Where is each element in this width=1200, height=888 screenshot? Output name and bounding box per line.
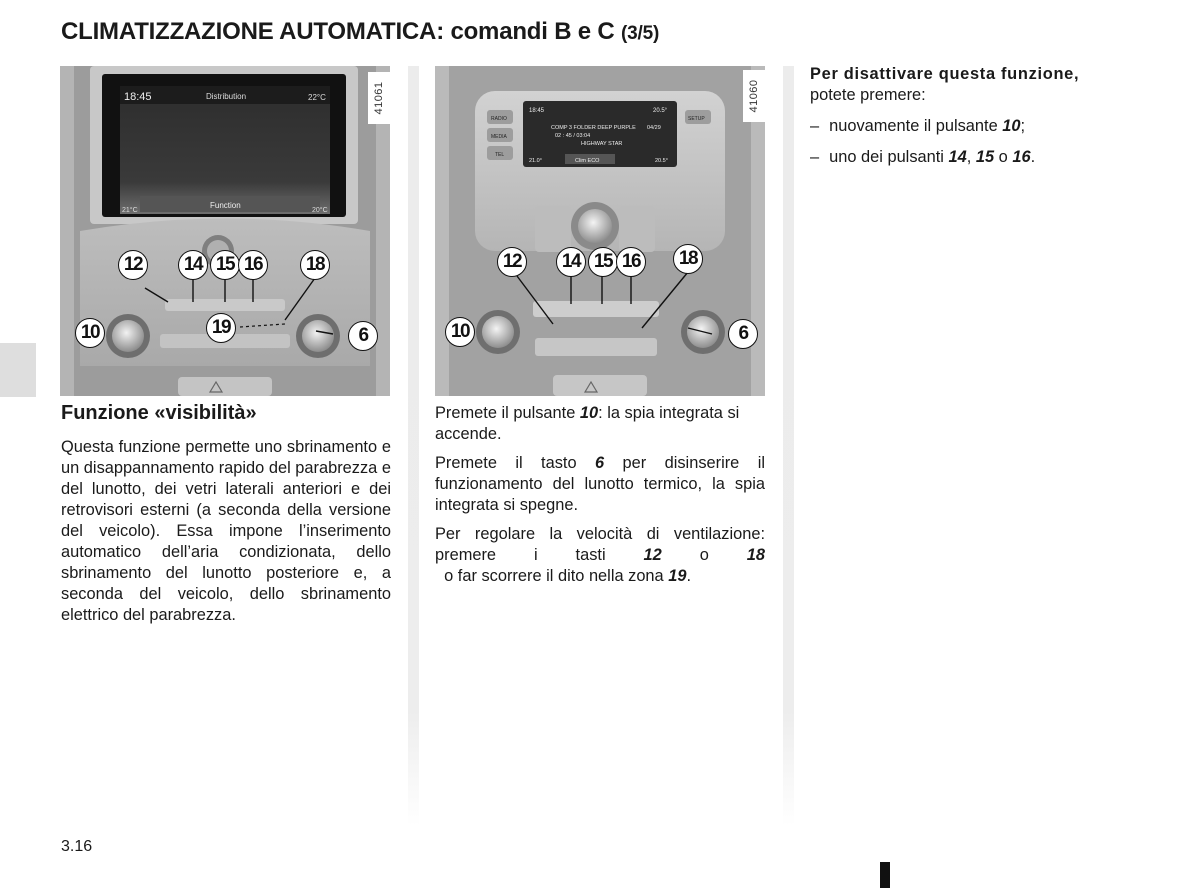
visibility-description: Questa funzione permette uno sbrinamento e un disappannamento rapido del parabrezza e del lunotto, dei vetri laterali anteriori e dei retrovisori esterni (a seconda della versione del veicolo). Essa impone l’inserimento automatico dell’aria condizionata, dello sbrinamento del lunotto posteriore e, a seconda del veicolo, dello sbrinamento elettrico del parabrezza.	[61, 438, 391, 624]
figure-control-panel-c	[435, 66, 765, 396]
screen-temp-left: 21°C	[122, 207, 138, 214]
dashboard-illustration	[435, 66, 765, 396]
column-divider	[408, 66, 419, 826]
screen-temp-right: 20°C	[312, 207, 328, 214]
section-heading: Funzione «visibilità»	[61, 402, 257, 424]
page-part: (3/5)	[621, 23, 660, 44]
callout-16: 16	[616, 247, 646, 277]
page-edge-marker	[880, 862, 890, 888]
callout-6: 6	[728, 319, 758, 349]
page-title: CLIMATIZZAZIONE AUTOMATICA: comandi B e C (3/5)	[61, 18, 660, 45]
callout-18: 18	[300, 250, 330, 280]
deactivate-intro: Per disattivare questa funzione, potete premere:	[810, 65, 1080, 104]
callout-15: 15	[210, 250, 240, 280]
callout-10: 10	[445, 317, 475, 347]
list-item: – nuovamente il pulsante 10;	[810, 117, 1026, 135]
callout-18: 18	[673, 244, 703, 274]
figure-ref-code: 41061	[368, 72, 390, 124]
column-divider	[783, 66, 794, 826]
screen-temp-left: 21.0°	[529, 158, 542, 164]
callout-19: 19	[206, 313, 236, 343]
screen-time: 18:45	[124, 91, 152, 103]
svg-text:RADIO: RADIO	[491, 116, 507, 122]
left-column-text	[61, 437, 391, 634]
right-column-text	[810, 64, 1140, 178]
callout-12: 12	[118, 250, 148, 280]
paragraph-fan-speed: Per regolare la velocità di ventilazione: premere i tasti 12 o 18 o far scorrere il dito nella zona 19.	[435, 525, 765, 585]
figure-ref-code: 41060	[743, 70, 765, 122]
screen-temp: 20.5°	[653, 108, 668, 114]
callout-6: 6	[348, 321, 378, 351]
callout-14: 14	[178, 250, 208, 280]
middle-column-text	[435, 403, 765, 595]
list-item: – uno dei pulsanti 14, 15 o 16.	[810, 148, 1036, 166]
screen-menu-label: Function	[210, 201, 241, 210]
figure-control-panel-b	[60, 66, 390, 396]
svg-text:SETUP: SETUP	[688, 116, 705, 122]
screen-source: Distribution	[206, 92, 247, 101]
callout-15: 15	[588, 247, 618, 277]
page-number: 3.16	[61, 838, 93, 855]
callout-16: 16	[238, 250, 268, 280]
screen-mode: Clim ECO	[575, 158, 600, 164]
screen-temp-top: 22°C	[308, 93, 326, 102]
screen-temp-right: 20.5°	[655, 158, 668, 164]
dashboard-illustration	[60, 66, 390, 396]
paragraph-rear-window: Premete il tasto 6 per disinserire il funzionamento del lunotto termico, la spia integrata si spegne.	[435, 454, 765, 514]
svg-text:TEL: TEL	[495, 152, 505, 158]
chapter-tab	[0, 343, 36, 397]
screen-counter: 02 : 45 / 03:04	[555, 133, 591, 139]
svg-text:MEDIA: MEDIA	[491, 134, 507, 140]
screen-track: COMP 3 FOLDER DEEP PURPLE	[551, 125, 636, 131]
callout-14: 14	[556, 247, 586, 277]
screen-track-time: 04/29	[647, 125, 661, 131]
callout-10: 10	[75, 318, 105, 348]
callout-12: 12	[497, 247, 527, 277]
paragraph-activate: Premete il pulsante 10: la spia integrata si accende.	[435, 404, 740, 443]
screen-time: 18:45	[529, 108, 545, 114]
screen-track-title: HIGHWAY STAR	[581, 141, 623, 147]
